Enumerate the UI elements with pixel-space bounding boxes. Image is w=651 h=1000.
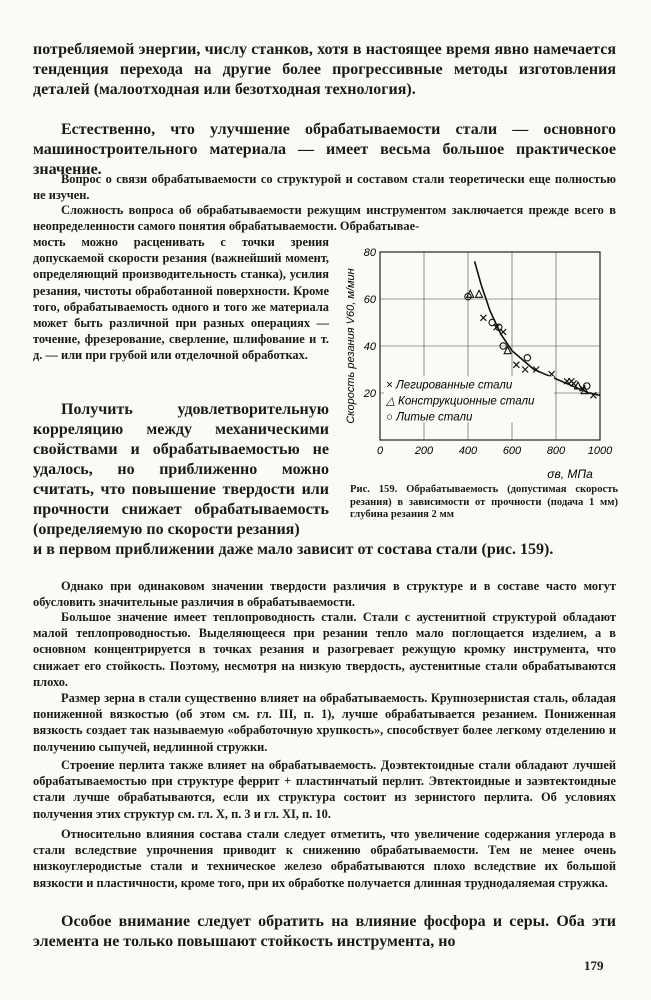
data-point-cast <box>489 319 495 325</box>
figure-caption: Рис. 159. Обрабатываемость (допустимая скорость резания) в зависимости от прочности (подача 1 мм) глубина резания 2 мм <box>350 484 618 520</box>
x-axis-label: σв, МПа <box>547 467 593 481</box>
page-number: 179 <box>584 958 604 973</box>
y-tick-label: 20 <box>363 388 376 400</box>
paragraph-machinability-criteria: мость можно расценивать с точки зрения допускаемой скорости резания (важнейший момент, определяющий производительность станка), усилия резания, чистоты обработанной поверхности. Кроме того, обрабатываемость одного и того же материала может быть различной при разных операциях — точение, фрезерование, сверление, шлифование и т. д. — или при грубой или отделочной обработках. <box>33 235 329 363</box>
paragraph-same-hardness: Однако при одинаковом значении твердости различия в структуре и в составе часто могут обусловить значительные различия в обрабатываемости. <box>33 579 616 610</box>
data-point-structural <box>476 290 483 297</box>
legend-entry: △ Конструкционные стали <box>386 395 535 408</box>
x-tick-label: 1000 <box>587 445 613 457</box>
x-tick-label: 0 <box>376 445 384 457</box>
paragraph-correlation-tail: и в первом приближении даже мало зависит от состава стали (рис. 159). <box>33 541 554 558</box>
trend-curve <box>475 261 600 395</box>
paragraph-complexity: Сложность вопроса об обрабатываемости режущим инструментом заключается прежде всего в неопределенности самого понятия обрабатываемости. Обрабатывае- <box>33 203 616 234</box>
x-tick-label: 200 <box>414 445 434 457</box>
paragraph-correlation: Получить удовлетворительную корреляцию между механическими свойствами и обрабатываемостью не удалось, но приближенно можно считать, что повышение твердости или прочности снижает обрабатываемость (определяемую по скорости резания) <box>33 401 329 538</box>
paragraph-carbon: Относительно влияния состава стали следует отметить, что увеличение содержания углерода в стали вследствие упрочнения приводит к снижению обрабатываемости. Тем не менее очень низкоуглеродистые стали и техническое железо обрабатываются плохо вследствие их большой вязкости и пластичности, кроме того, при их обработке получается длинная труднодаляемая стружка. <box>33 827 616 890</box>
data-point-alloy <box>513 362 519 368</box>
x-tick-label: 400 <box>458 445 478 457</box>
legend-entry: × Легированные стали <box>386 379 513 392</box>
y-tick-label: 60 <box>363 294 376 306</box>
paragraph-grain-size: Размер зерна в стали существенно влияет на обрабатываемость. Крупнозернистая сталь, обладая пониженной вязкостью (об этом см. гл. III, п. 1), лучше обрабатывается резанием. Пониженная вязкость создает так называемую «обработочную хрупкость», способствует более легкому отделению и получению сыпучей, недлинной стружки. <box>33 691 616 754</box>
paragraph-theory-question: Вопрос о связи обрабатываемости со структурой и составом стали теоретически еще полностью не изучен. <box>33 172 616 203</box>
y-tick-label: 80 <box>363 247 376 259</box>
y-tick-label: 40 <box>363 341 376 353</box>
paragraph-practical-significance: Естественно, что улучшение обрабатываемости стали — основного машиностроительного материала — имеет весьма большое практическое значение. <box>33 121 616 178</box>
x-tick-label: 800 <box>546 445 566 457</box>
x-tick-label: 600 <box>502 445 522 457</box>
figure-159-chart <box>338 244 620 484</box>
data-point-alloy <box>522 367 528 373</box>
paragraph-phosphorus-sulfur: Особое внимание следует обратить на влияние фосфора и серы. Оба эти элемента не только повышают стойкость инструмента, но <box>33 913 616 950</box>
legend-entry: ○ Литые стали <box>386 411 473 424</box>
data-point-alloy <box>480 315 486 321</box>
y-axis-label: Скорость резания V60, м/мин <box>345 268 357 424</box>
paragraph-thermal-conductivity: Большое значение имеет теплопроводность стали. Стали с аустенитной структурой обладают малой теплопроводностью. Выделяющееся при резании тепло мало поглощается изделием, а в основном концентрируется в точках резания и разогревает режущую кромку инструмента, что снижает его стойкость. Поэтому, несмотря на низкую твердость, аустенитные стали обрабатываются плохо. <box>33 610 616 689</box>
intro-paragraph: потребляемой энергии, числу станков, хотя в настоящее время явно намечается тенденция перехода на другие более прогрессивные методы изготовления деталей (малоотходная или безотходная технология). <box>33 41 616 98</box>
data-point-cast <box>524 355 530 361</box>
paragraph-pearlite: Строение перлита также влияет на обрабатываемость. Доэвтектоидные стали обладают лучшей обрабатываемостью при структуре феррит + пластинчатый перлит. Эвтектоидные и заэвтектоидные стали лучше обрабатываются, если их структура состоит из зернистого перлита. Об условиях получения этих структур см. гл. X, п. 3 и гл. XI, п. 10. <box>33 758 616 821</box>
